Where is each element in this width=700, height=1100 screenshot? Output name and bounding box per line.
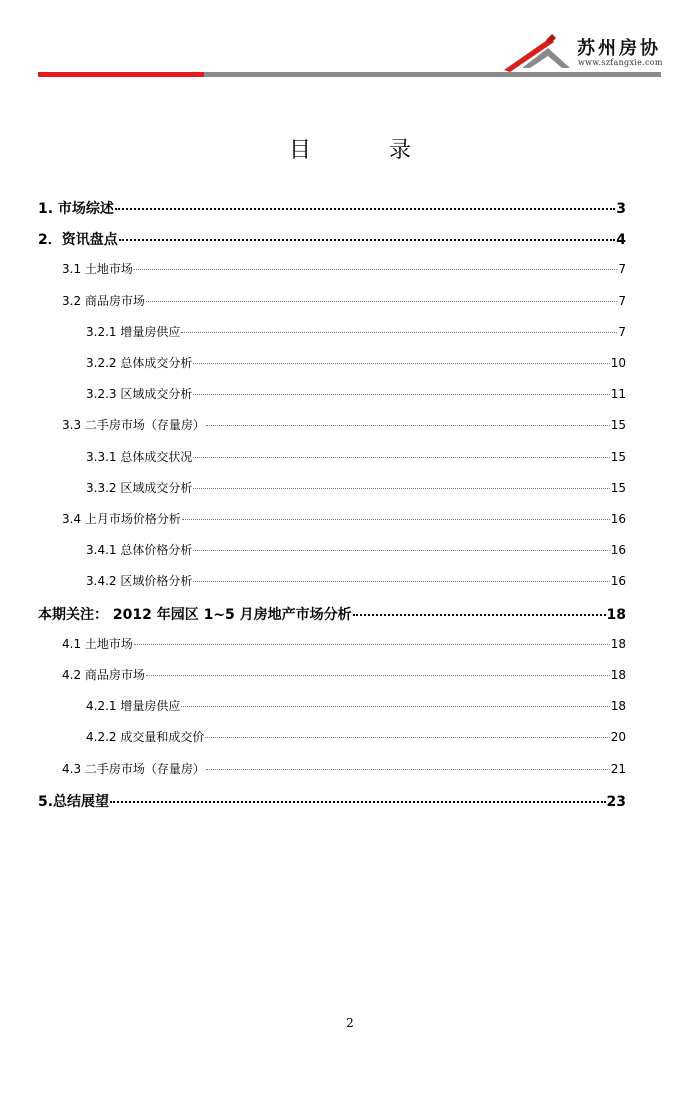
toc-dot-leader — [110, 789, 605, 803]
toc-entry-page: 7 — [618, 325, 626, 339]
toc-dot-leader — [206, 759, 610, 770]
toc-entry-title: 4.2 商品房市场 — [62, 668, 145, 682]
page-header — [0, 0, 700, 80]
toc-dot-leader — [205, 727, 609, 738]
toc-entry-title: 1. 市场综述 — [38, 201, 114, 217]
toc-dot-leader — [146, 665, 610, 676]
toc-entry-title: 3.3.1 总体成交状况 — [86, 450, 193, 464]
toc-entry-page: 18 — [610, 699, 626, 713]
toc-dot-leader — [181, 322, 617, 333]
toc-entry-page: 4 — [616, 232, 626, 248]
toc-entry-page: 15 — [610, 450, 626, 464]
toc-entry-title: 3.4.2 区域价格分析 — [86, 574, 193, 588]
toc-dot-leader — [193, 447, 609, 458]
toc-entry-title: 3.2.1 增量房供应 — [86, 325, 181, 339]
toc-entry-title: 4.2.2 成交量和成交价 — [86, 730, 205, 744]
toc-entry-title: 3.3 二手房市场（存量房） — [62, 418, 205, 432]
toc-entry[interactable] — [86, 728, 626, 745]
toc-entry-page: 23 — [606, 794, 626, 810]
toc-entry-page: 18 — [606, 607, 626, 623]
toc-entry[interactable] — [62, 635, 626, 652]
toc-entry[interactable] — [62, 416, 626, 433]
toc-entry-title: 3.2.3 区域成交分析 — [86, 387, 193, 401]
brand-url: www.szfangxie.com — [578, 58, 663, 67]
toc-entry[interactable] — [38, 604, 626, 624]
toc-dot-leader — [134, 634, 610, 645]
toc-dot-leader — [193, 478, 609, 489]
toc-dot-leader — [134, 259, 617, 270]
toc-entry[interactable] — [86, 323, 626, 340]
toc-title-left: 目 — [288, 138, 311, 163]
toc-entry-page: 21 — [610, 762, 626, 776]
toc-entry-title: 3.2.2 总体成交分析 — [86, 356, 193, 370]
toc-entry-page: 18 — [610, 668, 626, 682]
toc-entry-page: 15 — [610, 481, 626, 495]
toc-entry[interactable] — [86, 448, 626, 465]
toc-dot-leader — [146, 291, 617, 302]
toc-entry[interactable] — [38, 229, 626, 249]
brand-name: 苏州房协 — [577, 38, 661, 59]
toc-dot-leader — [181, 696, 609, 707]
toc-entry-title: 3.2 商品房市场 — [62, 294, 145, 308]
page-number: 2 — [346, 1016, 354, 1030]
toc-entry-title: 4.2.1 增量房供应 — [86, 699, 181, 713]
toc-entry-page: 18 — [610, 637, 626, 651]
toc-dot-leader — [115, 196, 615, 210]
toc-entry-title: 3.1 土地市场 — [62, 262, 133, 276]
toc-entry-page: 11 — [610, 387, 626, 401]
toc-entry-page: 10 — [610, 356, 626, 370]
toc-entry-page: 7 — [618, 294, 626, 308]
toc-title-right: 录 — [389, 138, 412, 163]
toc-dot-leader — [206, 415, 610, 426]
header-rule-red — [38, 72, 204, 77]
toc-entry[interactable] — [86, 572, 626, 589]
toc-dot-leader — [182, 509, 610, 520]
toc-entry-title: 本期关注： 2012 年园区 1~5 月房地产市场分析 — [38, 607, 352, 623]
toc-entry-page: 7 — [618, 262, 626, 276]
toc-entry[interactable] — [86, 385, 626, 402]
toc-entry-title: 2．资讯盘点 — [38, 232, 118, 248]
toc-entry-page: 20 — [610, 730, 626, 744]
toc-dot-leader — [193, 353, 609, 364]
toc-entry-page: 16 — [610, 543, 626, 557]
toc-entry-page: 16 — [610, 574, 626, 588]
toc-dot-leader — [353, 602, 606, 616]
toc-entry-page: 3 — [616, 201, 626, 217]
toc-entry[interactable] — [86, 541, 626, 558]
toc-entry[interactable] — [86, 479, 626, 496]
toc-dot-leader — [193, 384, 609, 395]
toc-entry-title: 3.3.2 区域成交分析 — [86, 481, 193, 495]
header-rule-grey — [204, 72, 661, 77]
toc-entry[interactable] — [86, 354, 626, 371]
toc-title — [0, 133, 700, 164]
toc-dot-leader — [193, 540, 609, 551]
pen-logo-icon — [502, 32, 572, 72]
toc-entry[interactable] — [62, 260, 626, 277]
toc-entry-page: 15 — [610, 418, 626, 432]
toc-entry-title: 3.4.1 总体价格分析 — [86, 543, 193, 557]
toc-dot-leader — [193, 571, 609, 582]
toc-entry-title: 3.4 上月市场价格分析 — [62, 512, 181, 526]
toc-entry-title: 5.总结展望 — [38, 794, 110, 810]
toc-entry[interactable] — [62, 666, 626, 683]
toc-entry-page: 16 — [610, 512, 626, 526]
toc-entry[interactable] — [62, 510, 626, 527]
toc-entry-title: 4.3 二手房市场（存量房） — [62, 762, 205, 776]
toc-entry-title: 4.1 土地市场 — [62, 637, 133, 651]
toc-entry[interactable] — [86, 697, 626, 714]
toc-entry[interactable] — [38, 791, 626, 811]
toc-entry[interactable] — [62, 292, 626, 309]
toc-entry[interactable] — [62, 760, 626, 777]
toc-dot-leader — [119, 227, 616, 241]
toc-entry[interactable] — [38, 198, 626, 218]
